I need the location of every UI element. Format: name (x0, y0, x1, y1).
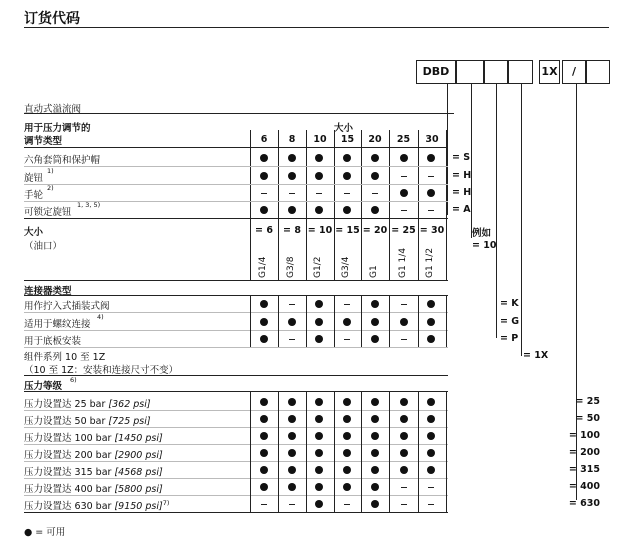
column-divider (446, 218, 447, 280)
available-dot (427, 318, 435, 326)
available-dot (260, 318, 268, 326)
connector-line (447, 84, 448, 215)
connector-row-label: 用作拧入式插装式阀 (24, 301, 110, 312)
footnote-ref: 4) (97, 313, 104, 321)
available-dot (343, 318, 351, 326)
unavailable-dash (428, 487, 434, 488)
unavailable-dash (289, 504, 295, 505)
pressure-row-label (24, 430, 163, 444)
column-divider (446, 295, 447, 347)
unavailable-dash (344, 339, 350, 340)
unavailable-dash (344, 193, 350, 194)
available-dot (400, 415, 408, 423)
row-rule (24, 312, 448, 313)
port-size: G1/4 (258, 256, 268, 278)
available-dot (288, 483, 296, 491)
available-dot (371, 500, 379, 508)
available-dot (427, 449, 435, 457)
row-rule (24, 184, 448, 185)
adjust-row-label: 手轮 (24, 190, 44, 201)
available-dot (343, 206, 351, 214)
size-row-sublabel: （油口） (24, 241, 63, 252)
pressure-row-label (24, 464, 163, 478)
rule (24, 512, 448, 513)
row-rule (24, 478, 448, 479)
available-dot (288, 415, 296, 423)
available-dot (400, 449, 408, 457)
available-dot (315, 398, 323, 406)
order-code: = S (452, 152, 471, 163)
pressure-bar: 压力设置达 50 bar (24, 416, 109, 427)
unavailable-dash (261, 504, 267, 505)
size-code: = 25 (391, 225, 416, 236)
available-dot (315, 483, 323, 491)
available-dot (260, 300, 268, 308)
available-dot (371, 398, 379, 406)
row-rule (24, 330, 448, 331)
available-dot (315, 415, 323, 423)
order-code: = K (500, 298, 519, 309)
available-dot (315, 500, 323, 508)
available-dot (371, 483, 379, 491)
code-box: / (562, 60, 586, 84)
available-dot (315, 466, 323, 474)
footnote-ref: 1, 3, 5) (77, 201, 101, 209)
footnote-ref: 2) (47, 184, 54, 192)
adjust-row-label: 六角套筒和保护帽 (24, 155, 101, 166)
adjust-row-label: 旋钮 (24, 173, 44, 184)
size-code: = 15 (335, 225, 360, 236)
order-code: = 400 (568, 481, 600, 492)
connector-title: 连接器类型 (24, 286, 72, 297)
column-divider (361, 295, 362, 347)
column-divider (446, 130, 447, 218)
unavailable-dash (401, 339, 407, 340)
column-divider (278, 130, 279, 218)
valve-type-label: 直动式溢流阀 (24, 104, 82, 115)
pressure-bar: 压力设置达 400 bar (24, 484, 115, 495)
available-dot (371, 318, 379, 326)
column-divider (334, 130, 335, 218)
unavailable-dash (289, 304, 295, 305)
size-code: = 30 (419, 225, 445, 236)
row-rule (24, 166, 448, 167)
available-dot (260, 449, 268, 457)
order-code: = 200 (568, 447, 600, 458)
rule (24, 280, 448, 281)
connector-line (471, 84, 472, 238)
pressure-psi: [362 psi] (108, 399, 151, 410)
column-divider (418, 295, 419, 347)
adjust-type-label-2: 调节类型 (24, 136, 63, 147)
column-divider (250, 295, 251, 347)
column-divider (389, 391, 390, 512)
size-row-label: 大小 (24, 227, 44, 238)
page-title: 订货代码 (24, 11, 80, 27)
available-dot (260, 483, 268, 491)
available-dot (288, 432, 296, 440)
available-dot (427, 300, 435, 308)
size-code: = 10 (307, 225, 333, 236)
code-box (484, 60, 508, 84)
available-dot (371, 300, 379, 308)
column-divider (306, 391, 307, 512)
column-divider (418, 130, 419, 218)
footnote-ref: 1) (47, 167, 54, 175)
available-dot (427, 154, 435, 162)
unavailable-dash (401, 210, 407, 211)
column-divider (278, 218, 279, 280)
available-dot (400, 466, 408, 474)
column-divider (334, 218, 335, 280)
pressure-psi: [725 psi] (108, 416, 151, 427)
example-code: = 10 (472, 240, 497, 251)
column-divider (278, 295, 279, 347)
row-rule (24, 444, 448, 445)
size-code: = 8 (283, 225, 301, 236)
order-code: = A (452, 204, 471, 215)
available-dot (343, 483, 351, 491)
connector-line (521, 84, 522, 356)
column-divider (446, 391, 447, 512)
title-rule (24, 27, 609, 28)
order-code: = H (452, 170, 472, 181)
port-size: G3/4 (341, 256, 351, 278)
unavailable-dash (289, 193, 295, 194)
available-dot (427, 432, 435, 440)
available-dot (260, 154, 268, 162)
available-dot (371, 466, 379, 474)
rule (24, 113, 454, 114)
port-size: G1 1/4 (398, 247, 408, 278)
column-divider (389, 218, 390, 280)
pressure-psi: [1450 psi] (114, 433, 163, 444)
footnote-ref: 7) (162, 498, 170, 507)
adjust-row-label: 可锁定旋钮 (24, 207, 72, 218)
order-code: = 630 (568, 498, 600, 509)
available-dot (343, 415, 351, 423)
row-rule (24, 427, 448, 428)
column-divider (278, 391, 279, 512)
adjust-type-label-1: 用于压力调节的 (24, 123, 91, 134)
port-size: G1 (369, 265, 379, 278)
series-note: （10 至 1Z：安装和连接尺寸不变） (24, 365, 179, 376)
pressure-bar: 压力设置达 200 bar (24, 450, 115, 461)
pressure-bar: 压力设置达 630 bar (24, 501, 115, 512)
row-rule (24, 495, 448, 496)
available-dot (315, 335, 323, 343)
pressure-row-label (24, 396, 151, 410)
pressure-bar: 压力设置达 25 bar (24, 399, 109, 410)
available-dot (260, 432, 268, 440)
order-code: = G (500, 316, 520, 327)
size-header: 10 (313, 134, 327, 145)
pressure-row-label (24, 481, 163, 495)
size-heading: 大小 (334, 123, 354, 134)
available-dot (400, 154, 408, 162)
row-rule (24, 410, 448, 411)
connector-row-label: 适用于螺纹连接 (24, 319, 91, 330)
available-dot (400, 398, 408, 406)
rule (24, 295, 448, 296)
available-dot (288, 206, 296, 214)
available-dot (288, 398, 296, 406)
order-code: = H (452, 187, 472, 198)
pressure-bar: 压力设置达 100 bar (24, 433, 115, 444)
column-divider (250, 391, 251, 512)
legend: ● = 可用 (24, 527, 66, 538)
available-dot (288, 318, 296, 326)
size-header: 15 (340, 134, 355, 145)
order-code: = P (500, 333, 519, 344)
available-dot (427, 335, 435, 343)
available-dot (400, 189, 408, 197)
unavailable-dash (428, 504, 434, 505)
unavailable-dash (344, 504, 350, 505)
rule (24, 218, 448, 219)
available-dot (371, 415, 379, 423)
column-divider (250, 218, 251, 280)
code-box (586, 60, 610, 84)
size-code: = 6 (255, 225, 273, 236)
port-size: G1 1/2 (425, 247, 435, 278)
available-dot (288, 154, 296, 162)
available-dot (371, 449, 379, 457)
unavailable-dash (401, 487, 407, 488)
column-divider (389, 130, 390, 218)
pressure-title: 压力等级 (24, 381, 63, 392)
available-dot (427, 189, 435, 197)
available-dot (260, 335, 268, 343)
available-dot (288, 172, 296, 180)
available-dot (371, 206, 379, 214)
available-dot (343, 432, 351, 440)
available-dot (427, 466, 435, 474)
available-dot (315, 318, 323, 326)
column-divider (361, 130, 362, 218)
column-divider (306, 130, 307, 218)
column-divider (250, 130, 251, 218)
footnote-ref: 6) (70, 376, 77, 384)
available-dot (260, 206, 268, 214)
unavailable-dash (261, 193, 267, 194)
available-dot (260, 398, 268, 406)
column-divider (361, 391, 362, 512)
order-code: = 315 (568, 464, 600, 475)
available-dot (343, 398, 351, 406)
column-divider (418, 218, 419, 280)
example-label: 例如 (472, 228, 492, 239)
pressure-row-label (24, 498, 169, 512)
row-rule (24, 347, 448, 348)
available-dot (315, 206, 323, 214)
unavailable-dash (428, 176, 434, 177)
available-dot (260, 466, 268, 474)
column-divider (389, 295, 390, 347)
available-dot (427, 415, 435, 423)
column-divider (361, 218, 362, 280)
size-header: 6 (260, 134, 268, 145)
size-header: 25 (396, 134, 411, 145)
available-dot (371, 335, 379, 343)
size-header: 8 (288, 134, 296, 145)
available-dot (315, 449, 323, 457)
order-code: = 100 (568, 430, 600, 441)
column-divider (306, 295, 307, 347)
pressure-psi: [5800 psi] (114, 484, 163, 495)
unavailable-dash (289, 339, 295, 340)
rule (24, 391, 448, 392)
unavailable-dash (428, 210, 434, 211)
pressure-psi: [9150 psi] (114, 501, 163, 512)
pressure-psi: [2900 psi] (114, 450, 163, 461)
unavailable-dash (401, 504, 407, 505)
available-dot (343, 449, 351, 457)
connector-row-label: 用于底板安装 (24, 336, 82, 347)
available-dot (400, 318, 408, 326)
unavailable-dash (316, 193, 322, 194)
size-header: 20 (368, 134, 382, 145)
available-dot (371, 172, 379, 180)
column-divider (306, 218, 307, 280)
order-code: = 25 (575, 396, 600, 407)
series-label: 组件系列 10 至 1Z (24, 352, 106, 363)
pressure-row-label (24, 447, 163, 461)
available-dot (343, 172, 351, 180)
pressure-row-label (24, 413, 151, 427)
unavailable-dash (401, 176, 407, 177)
available-dot (260, 172, 268, 180)
pressure-psi: [4568 psi] (114, 467, 163, 478)
available-dot (315, 300, 323, 308)
available-dot (260, 415, 268, 423)
unavailable-dash (401, 304, 407, 305)
order-code: = 50 (575, 413, 600, 424)
column-divider (334, 391, 335, 512)
available-dot (315, 154, 323, 162)
available-dot (343, 466, 351, 474)
code-box (456, 60, 484, 84)
rule (24, 375, 448, 376)
rule (24, 147, 448, 148)
column-divider (418, 391, 419, 512)
row-rule (24, 461, 448, 462)
code-box: DBD (416, 60, 456, 84)
available-dot (371, 154, 379, 162)
port-size: G3/8 (286, 256, 296, 278)
size-code: = 20 (362, 225, 388, 236)
code-box (508, 60, 533, 84)
available-dot (371, 432, 379, 440)
column-divider (334, 295, 335, 347)
unavailable-dash (372, 193, 378, 194)
unavailable-dash (344, 304, 350, 305)
series-code: = 1X (523, 350, 549, 361)
size-header: 30 (425, 134, 439, 145)
code-box: 1X (539, 60, 560, 84)
available-dot (288, 466, 296, 474)
available-dot (288, 449, 296, 457)
pressure-bar: 压力设置达 315 bar (24, 467, 115, 478)
available-dot (427, 398, 435, 406)
available-dot (315, 172, 323, 180)
available-dot (400, 432, 408, 440)
available-dot (343, 154, 351, 162)
port-size: G1/2 (313, 256, 323, 278)
connector-line (496, 84, 497, 338)
available-dot (315, 432, 323, 440)
